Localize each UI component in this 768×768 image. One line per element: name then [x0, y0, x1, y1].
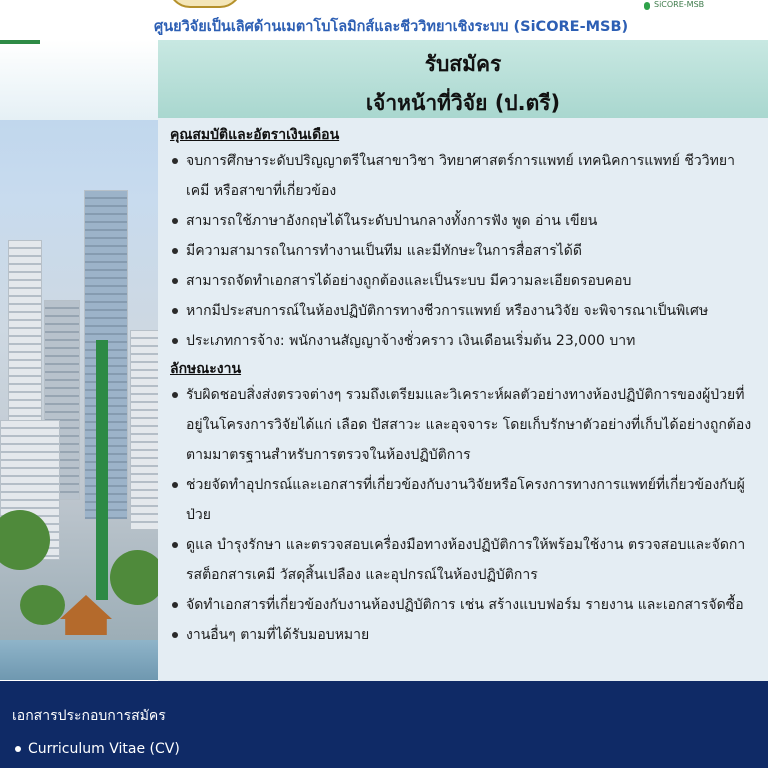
temple-roof: [60, 595, 112, 635]
list-item: จัดทำเอกสารที่เกี่ยวข้องกับงานห้องปฏิบัติการ เช่น สร้างแบบฟอร์ม รายงาน และเอกสารจัดซื้อ: [170, 590, 760, 620]
green-accent-stripe: [0, 40, 40, 44]
campus-photo: [0, 40, 160, 680]
list-item: จบการศึกษาระดับปริญญาตรีในสาขาวิชา วิทยาศาสตร์การแพทย์ เทคนิคการแพทย์ ชีววิทยา เคมี หรือสาขาที่เกี่ยวข้อง: [170, 146, 760, 206]
leaf-icon: [644, 2, 650, 10]
qualifications-list: [170, 146, 760, 356]
tree: [20, 585, 65, 625]
photo-sky: [0, 40, 160, 120]
tree: [110, 550, 160, 605]
university-logo: [168, 0, 242, 8]
list-item: งานอื่นๆ ตามที่ได้รับมอบหมาย: [170, 620, 760, 650]
list-item: ช่วยจัดทำอุปกรณ์และเอกสารที่เกี่ยวข้องกับงานวิจัยหรือโครงการทางการแพทย์ที่เกี่ยวข้องกับผู้ป่วย: [170, 470, 760, 530]
documents-band: [0, 681, 768, 768]
list-item: Curriculum Vitae (CV): [12, 735, 768, 763]
list-item: มีความสามารถในการทำงานเป็นทีม และมีทักษะในการสื่อสารได้ดี: [170, 236, 760, 266]
qualifications-heading: คุณสมบัติและอัตราเงินเดือน: [170, 127, 340, 143]
list-item: ดูแล บำรุงรักษา และตรวจสอบเครื่องมือทางห้องปฏิบัติการให้พร้อมใช้งาน ตรวจสอบและจัดการสต็อกสารเคมี วัสดุสิ้นเปลือง และอุปกรณ์ในห้องปฏิบัติการ: [170, 530, 760, 590]
corner-brand: [644, 0, 768, 14]
corner-brand-text: SiCORE-MSB: [654, 0, 705, 9]
list-item: สามารถใช้ภาษาอังกฤษได้ในระดับปานกลางทั้งการฟัง พูด อ่าน เขียน: [170, 206, 760, 236]
position-title: เจ้าหน้าที่วิจัย (ป.ตรี): [365, 91, 561, 115]
building: [130, 330, 160, 530]
documents-list: [12, 735, 768, 763]
duties-list: [170, 380, 760, 650]
top-header: [0, 0, 768, 40]
list-item: ประเภทการจ้าง: พนักงานสัญญาจ้างชั่วคราว เงินเดือนเริ่มต้น 23,000 บาท: [170, 326, 760, 356]
list-item: รับผิดชอบสิ่งส่งตรวจต่างๆ รวมถึงเตรียมและวิเคราะห์ผลตัวอย่างทางห้องปฏิบัติการของผู้ป่วยที่อยู่ในโครงการวิจัยได้แก่ เลือด ปัสสาวะ และอุจจาระ โดยเก็บรักษาตัวอย่างที่เก็บได้อย่างถูกต้องตามมาตรฐานสำหรับการตรวจในห้องปฏิบัติการ: [170, 380, 760, 470]
job-details: [158, 118, 768, 681]
river: [0, 640, 160, 680]
green-accent-stripe: [96, 340, 108, 600]
title-panel: [158, 40, 768, 118]
page-title: รับสมัคร: [424, 52, 502, 76]
list-item: หากมีประสบการณ์ในห้องปฏิบัติการทางชีวการแพทย์ หรืองานวิจัย จะพิจารณาเป็นพิเศษ: [170, 296, 760, 326]
center-name: ศูนยวิจัยเป็นเลิศด้านเมตาโบโลมิกส์และชีววิทยาเชิงระบบ (SiCORE-MSB): [154, 19, 629, 35]
duties-heading: ลักษณะงาน: [170, 361, 242, 377]
list-item: สามารถจัดทำเอกสารได้อย่างถูกต้องและเป็นระบบ มีความละเอียดรอบคอบ: [170, 266, 760, 296]
documents-heading: เอกสารประกอบการสมัคร: [12, 708, 166, 724]
